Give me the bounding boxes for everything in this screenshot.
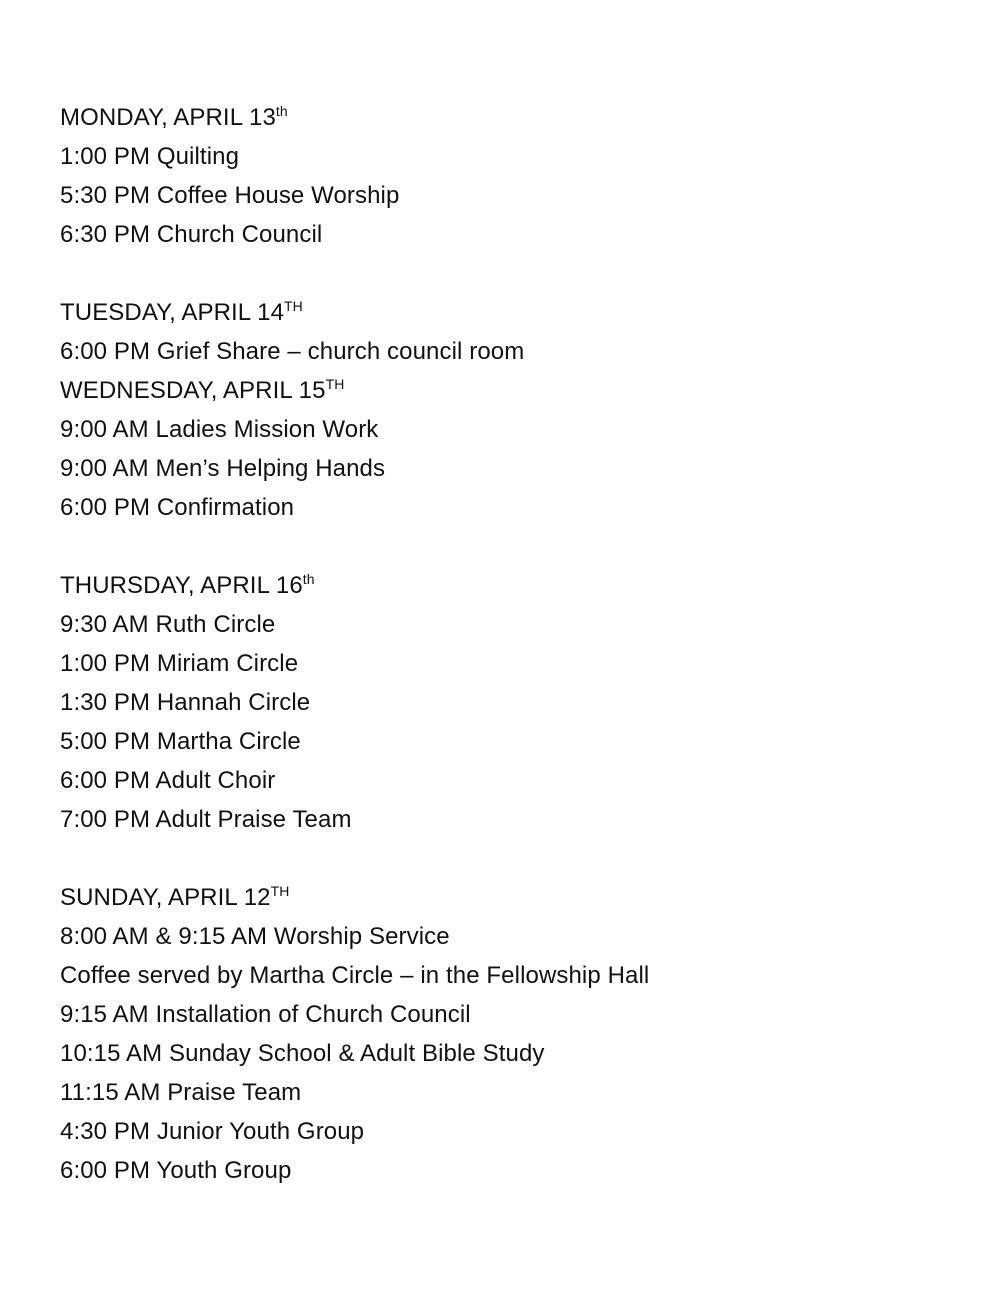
event-item: 1:00 PM Quilting xyxy=(60,143,240,170)
ordinal-suffix: th xyxy=(302,571,315,587)
event-item: 11:15 AM Praise Team xyxy=(60,1079,302,1106)
event-item: 9:00 AM Men’s Helping Hands xyxy=(60,455,386,482)
event-item: 4:30 PM Junior Youth Group xyxy=(60,1118,365,1145)
event-item: 8:00 AM & 9:15 AM Worship Service xyxy=(60,923,450,950)
section-gap xyxy=(60,527,960,566)
event-item: 7:00 PM Adult Praise Team xyxy=(60,806,352,833)
day-heading-wednesday: WEDNESDAY, APRIL 15TH xyxy=(60,376,345,404)
ordinal-suffix: TH xyxy=(270,883,290,899)
event-item: 9:00 AM Ladies Mission Work xyxy=(60,416,379,443)
day-heading-tuesday: TUESDAY, APRIL 14TH xyxy=(60,298,303,326)
event-item: 1:30 PM Hannah Circle xyxy=(60,689,311,716)
event-item: 6:30 PM Church Council xyxy=(60,221,323,248)
event-item: 5:00 PM Martha Circle xyxy=(60,728,301,755)
schedule-document xyxy=(60,98,960,1190)
event-item: 5:30 PM Coffee House Worship xyxy=(60,182,400,209)
event-item: 6:00 PM Adult Choir xyxy=(60,767,276,794)
event-item: 9:15 AM Installation of Church Council xyxy=(60,1001,471,1028)
ordinal-suffix: TH xyxy=(284,298,303,314)
section-gap xyxy=(60,839,960,878)
event-item: Coffee served by Martha Circle – in the Fellowship Hall xyxy=(60,962,650,989)
day-heading-sunday: SUNDAY, APRIL 12TH xyxy=(60,883,290,911)
day-heading-monday: MONDAY, APRIL 13th xyxy=(60,103,288,131)
event-item: 6:00 PM Grief Share – church council room xyxy=(60,338,525,365)
section-gap xyxy=(60,254,960,293)
ordinal-suffix: th xyxy=(275,103,288,119)
day-heading-thursday: THURSDAY, APRIL 16th xyxy=(60,571,315,599)
event-item: 6:00 PM Confirmation xyxy=(60,494,295,521)
event-item: 1:00 PM Miriam Circle xyxy=(60,650,299,677)
event-item: 9:30 AM Ruth Circle xyxy=(60,611,276,638)
event-item: 6:00 PM Youth Group xyxy=(60,1157,292,1184)
ordinal-suffix: TH xyxy=(325,376,345,392)
event-item: 10:15 AM Sunday School & Adult Bible Study xyxy=(60,1040,545,1067)
